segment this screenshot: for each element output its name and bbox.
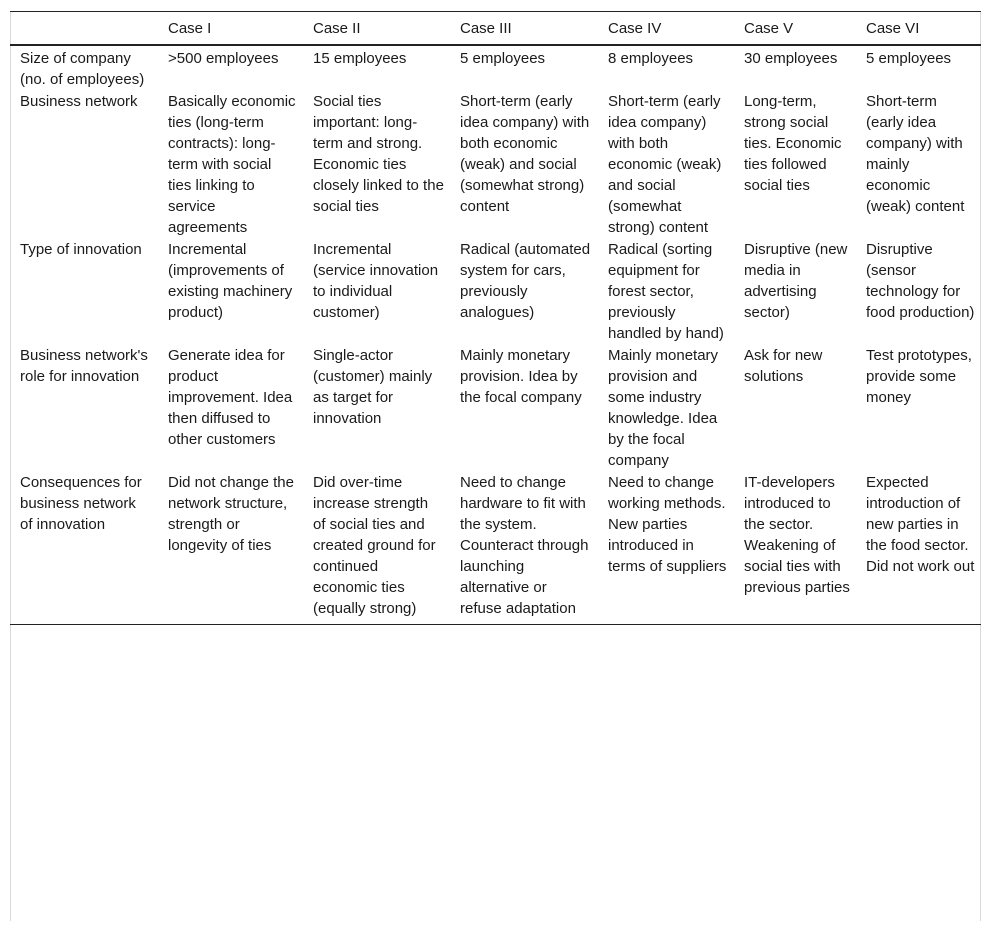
row-label: Consequences for business network of innovation xyxy=(10,472,158,625)
table-row-size xyxy=(10,45,981,91)
table-cell: 5 employees xyxy=(460,50,546,67)
table-cell: Did over-time increase strength of social ties and created ground for continued economic ties (equally strong) xyxy=(303,472,450,625)
table-row-consequences xyxy=(10,472,981,625)
table-row-business-network xyxy=(10,91,981,239)
table-cell: Radical (automated system for cars, previously analogues) xyxy=(460,241,591,321)
table-row-network-role xyxy=(10,345,981,472)
table-cell: Need to change working methods. New parties introduced in terms of suppliers xyxy=(598,472,734,625)
header-cell-case-6: Case VI xyxy=(856,12,981,46)
row-label: Size of company (no. of employees) xyxy=(20,50,145,88)
table-cell: Did not change the network structure, strength or longevity of ties xyxy=(158,472,303,625)
table-cell: Short-term (early idea company) with both economic (weak) and social (somewhat strong) content xyxy=(460,93,590,215)
header-cell-case-5: Case V xyxy=(734,12,856,46)
table-cell: Social ties important: long-term and strong. Economic ties closely linked to the social ties xyxy=(313,93,444,215)
table-cell: Short-term (early idea company) with mainly economic (weak) content xyxy=(866,93,965,215)
header-cell-case-3: Case III xyxy=(450,12,598,46)
table-cell: Short-term (early idea company) with both economic (weak) and social (somewhat strong) content xyxy=(608,93,722,236)
table-header xyxy=(10,12,981,46)
table-cell: Single-actor (customer) mainly as target for innovation xyxy=(313,347,433,427)
row-label: Type of innovation xyxy=(20,241,142,258)
table-cell: Need to change hardware to fit with the system. Counteract through launching alternative or refuse adaptation xyxy=(450,472,598,625)
table-row-innovation-type xyxy=(10,239,981,345)
table-cell: Ask for new solutions xyxy=(744,347,823,385)
row-label: Business network's role for innovation xyxy=(20,347,148,385)
table-cell: Mainly monetary provision and some industry knowledge. Idea by the focal company xyxy=(608,347,719,469)
table-cell: IT-developers introduced to the sector. Weakening of social ties with previous parties xyxy=(734,472,856,625)
table-cell: 15 employees xyxy=(313,50,407,67)
table-cell: Long-term, strong social ties. Economic ties followed social ties xyxy=(744,93,842,194)
header-cell-empty xyxy=(10,12,158,46)
table-cell: Incremental (improvements of existing machinery product) xyxy=(168,241,293,321)
table-cell: Disruptive (new media in advertising sector) xyxy=(744,241,848,321)
table-cell: Generate idea for product improvement. Idea then diffused to other customers xyxy=(168,347,293,448)
table-cell: Mainly monetary provision. Idea by the focal company xyxy=(460,347,582,406)
table-cell: Expected introduction of new parties in the food sector. Did not work out xyxy=(856,472,981,625)
row-label: Business network xyxy=(20,93,138,110)
case-comparison-table xyxy=(10,11,981,625)
table-cell: Test prototypes, provide some money xyxy=(866,347,972,406)
table-cell: Disruptive (sensor technology for food production) xyxy=(866,241,975,321)
table-cell: 30 employees xyxy=(744,50,838,67)
table-body xyxy=(10,45,981,625)
table-cell: 8 employees xyxy=(608,50,694,67)
header-cell-case-4: Case IV xyxy=(598,12,734,46)
table-cell: >500 employees xyxy=(168,50,279,67)
table-cell: 5 employees xyxy=(866,50,952,67)
table-cell: Radical (sorting equipment for forest sector, previously handled by hand) xyxy=(608,241,724,342)
header-cell-case-2: Case II xyxy=(303,12,450,46)
header-cell-case-1: Case I xyxy=(158,12,303,46)
header-row xyxy=(10,12,981,46)
table-cell: Basically economic ties (long-term contracts): long-term with social ties linking to service agreements xyxy=(168,93,296,236)
table-cell: Incremental (service innovation to individual customer) xyxy=(313,241,439,321)
